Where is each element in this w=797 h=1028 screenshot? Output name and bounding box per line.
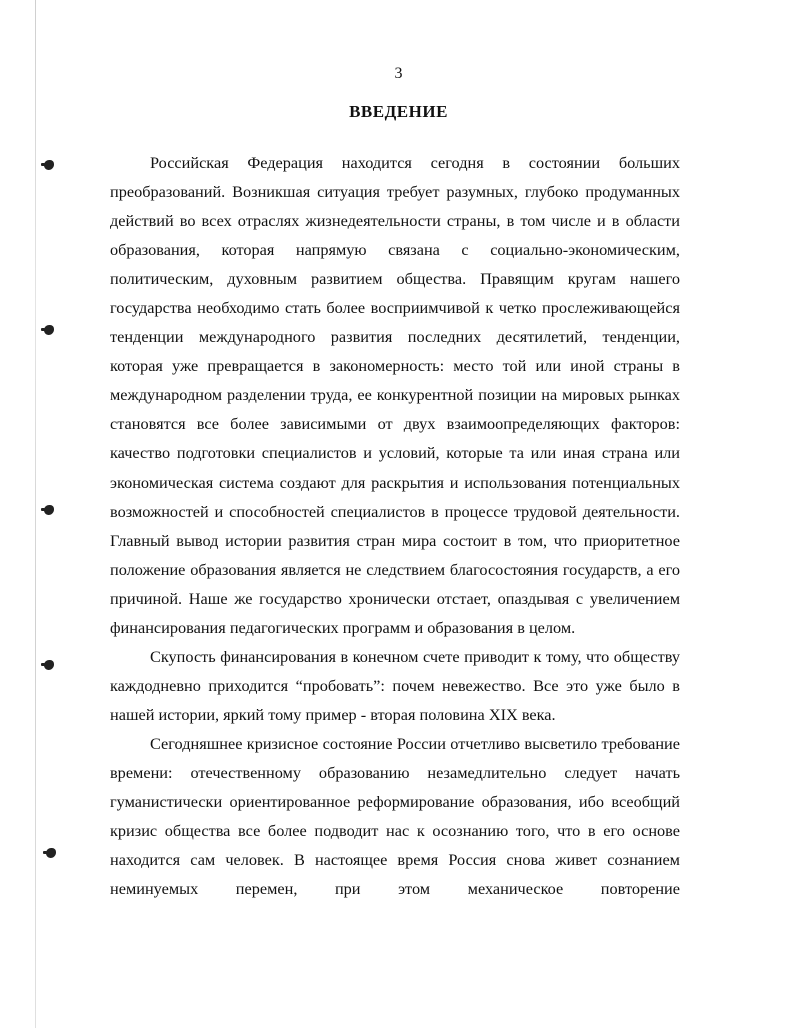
punch-hole-mark [44, 160, 54, 170]
paragraph: Российская Федерация находится сегодня в состоянии больших преобразований. Возникшая ситуация требует разумных, глубоко продуманных действий во всех отраслях жизнедеятельности страны, в том числе и в области образования, которая напрямую связана с социально-экономическим, политическим, духовным развитием общества. Правящим кругам нашего государства необходимо стать более восприимчивой к четко прослеживающейся тенденции международного развития последних десятилетий, тенденции, которая уже превращается в закономерность: место той или иной страны в международном разделении труда, ее конкурентной позиции на мировых рынках становятся все более зависимыми от двух взаимоопределяющих факторов: качество подготовки специалистов и условий, которые та или иная страна или экономическая система создают для раскрытия и использования потенциальных возможностей и способностей специалистов в процессе трудовой деятельности. Главный вывод истории развития стран мира состоит в том, что приоритетное положение образования является не следствием благосостояния государств, а его причиной. Наше же государство хронически отстает, опаздывая с увеличением финансирования педагогических программ и образования в целом. [110, 153, 680, 637]
scan-edge-line [35, 0, 36, 1028]
punch-hole-mark [44, 505, 54, 515]
page-title: ВВЕДЕНИЕ [349, 102, 448, 121]
punch-hole-mark [44, 660, 54, 670]
punch-hole-mark [44, 325, 54, 335]
page-number: 3 [394, 65, 403, 82]
body-text [110, 148, 680, 903]
paragraph: Скупость финансирования в конечном счете приводит к тому, что обществу каждодневно приходится “пробовать”: почем невежество. Все это уже было в нашей истории, яркий тому пример - вторая половина XIX века. [110, 646, 680, 724]
punch-hole-mark [46, 848, 56, 858]
paragraph: Сегодняшнее кризисное состояние России отчетливо высветило требование времени: отечественному образованию незамедлительно следует начать гуманистически ориентированное реформирование образования, ибо всеобщий кризис общества все более подводит нас к осознанию того, что в его основе находится сам человек. В настоящее время Россия снова живет сознанием неминуемых перемен, при этом механическое повторение [110, 733, 680, 899]
